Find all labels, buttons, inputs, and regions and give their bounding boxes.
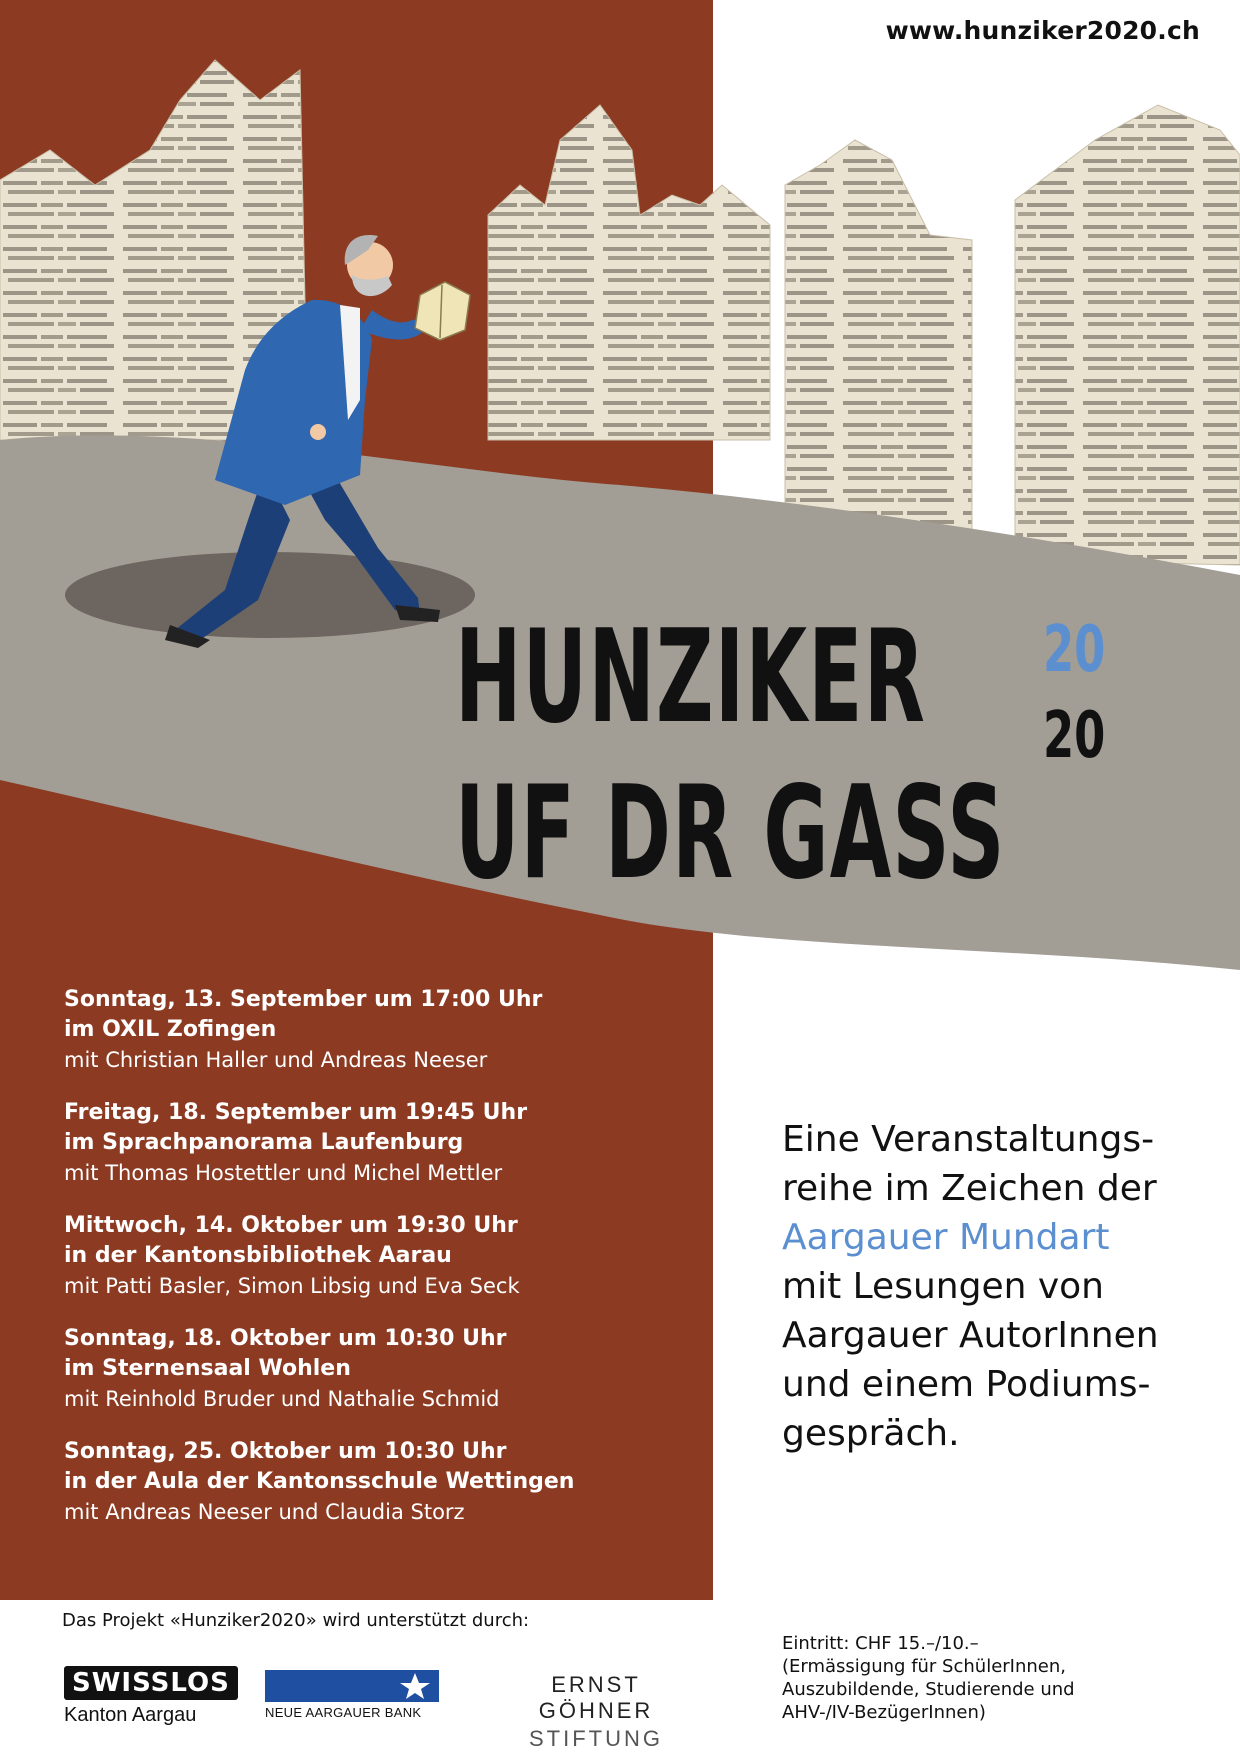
event-item bbox=[64, 1324, 694, 1414]
event-venue: in der Kantonsbibliothek Aarau bbox=[64, 1243, 452, 1268]
event-people: mit Patti Basler, Simon Libsig und Eva Seck bbox=[64, 1274, 520, 1298]
nab-logo bbox=[265, 1670, 439, 1720]
event-date: Freitag, 18. September um 19:45 Uhr bbox=[64, 1100, 528, 1125]
event-venue: im Sprachpanorama Laufenburg bbox=[64, 1130, 464, 1155]
event-item bbox=[64, 985, 694, 1075]
event-date: Sonntag, 18. Oktober um 10:30 Uhr bbox=[64, 1326, 507, 1351]
event-venue: in der Aula der Kantonsschule Wettingen bbox=[64, 1469, 575, 1494]
title-line-1: HUNZIKER bbox=[455, 603, 927, 752]
nab-label: NEUE AARGAUER BANK bbox=[265, 1705, 422, 1720]
newspaper-house-middle bbox=[488, 105, 770, 440]
swisslos-sub: Kanton Aargau bbox=[64, 1704, 197, 1726]
supporters-text: Das Projekt «Hunziker2020» wird unterstützt durch: bbox=[62, 1610, 530, 1631]
intro-line: Eine Veranstaltungs- bbox=[782, 1119, 1155, 1160]
newspaper-house-far-right bbox=[1015, 105, 1240, 565]
entry-info bbox=[782, 1632, 1075, 1724]
intro-text bbox=[782, 1115, 1222, 1458]
event-date: Mittwoch, 14. Oktober um 19:30 Uhr bbox=[64, 1213, 518, 1238]
swisslos-logo bbox=[64, 1666, 238, 1727]
ego-line-1: ERNST GÖHNER bbox=[538, 1672, 654, 1723]
intro-line: und einem Podiums- bbox=[782, 1364, 1151, 1405]
event-people: mit Christian Haller und Andreas Neeser bbox=[64, 1048, 488, 1072]
event-item bbox=[64, 1211, 694, 1301]
event-item bbox=[64, 1098, 694, 1188]
event-date: Sonntag, 25. Oktober um 10:30 Uhr bbox=[64, 1439, 507, 1464]
website-url[interactable]: www.hunziker2020.ch bbox=[885, 16, 1200, 45]
title-line-2: UF DR GASS bbox=[455, 759, 1006, 908]
intro-line: gespräch. bbox=[782, 1413, 960, 1454]
intro-line: mit Lesungen von bbox=[782, 1266, 1104, 1307]
event-item bbox=[64, 1437, 694, 1527]
star-icon bbox=[395, 1670, 435, 1702]
entry-price: Eintritt: CHF 15.–/10.– bbox=[782, 1633, 979, 1654]
nab-bar bbox=[265, 1670, 439, 1702]
event-venue: im OXIL Zofingen bbox=[64, 1017, 277, 1042]
ego-logo bbox=[496, 1672, 696, 1752]
event-list bbox=[64, 985, 694, 1550]
event-date: Sonntag, 13. September um 17:00 Uhr bbox=[64, 987, 543, 1012]
event-people: mit Reinhold Bruder und Nathalie Schmid bbox=[64, 1387, 500, 1411]
swisslos-wordmark: SWISSLOS bbox=[64, 1666, 238, 1700]
intro-accent-line: Aargauer Mundart bbox=[782, 1217, 1110, 1258]
entry-note: AHV-/IV-BezügerInnen) bbox=[782, 1702, 986, 1723]
event-people: mit Thomas Hostettler und Michel Mettler bbox=[64, 1161, 503, 1185]
event-venue: im Sternensaal Wohlen bbox=[64, 1356, 351, 1381]
entry-note: Auszubildende, Studierende und bbox=[782, 1679, 1075, 1700]
year-bottom: 20 bbox=[1043, 699, 1106, 773]
ego-line-2: STIFTUNG bbox=[529, 1726, 663, 1751]
entry-note: (Ermässigung für SchülerInnen, bbox=[782, 1656, 1067, 1677]
newspaper-house-right bbox=[785, 140, 972, 540]
intro-line: reihe im Zeichen der bbox=[782, 1168, 1157, 1209]
event-people: mit Andreas Neeser und Claudia Storz bbox=[64, 1500, 465, 1524]
year-top: 20 bbox=[1043, 613, 1106, 687]
intro-line: Aargauer AutorInnen bbox=[782, 1315, 1159, 1356]
